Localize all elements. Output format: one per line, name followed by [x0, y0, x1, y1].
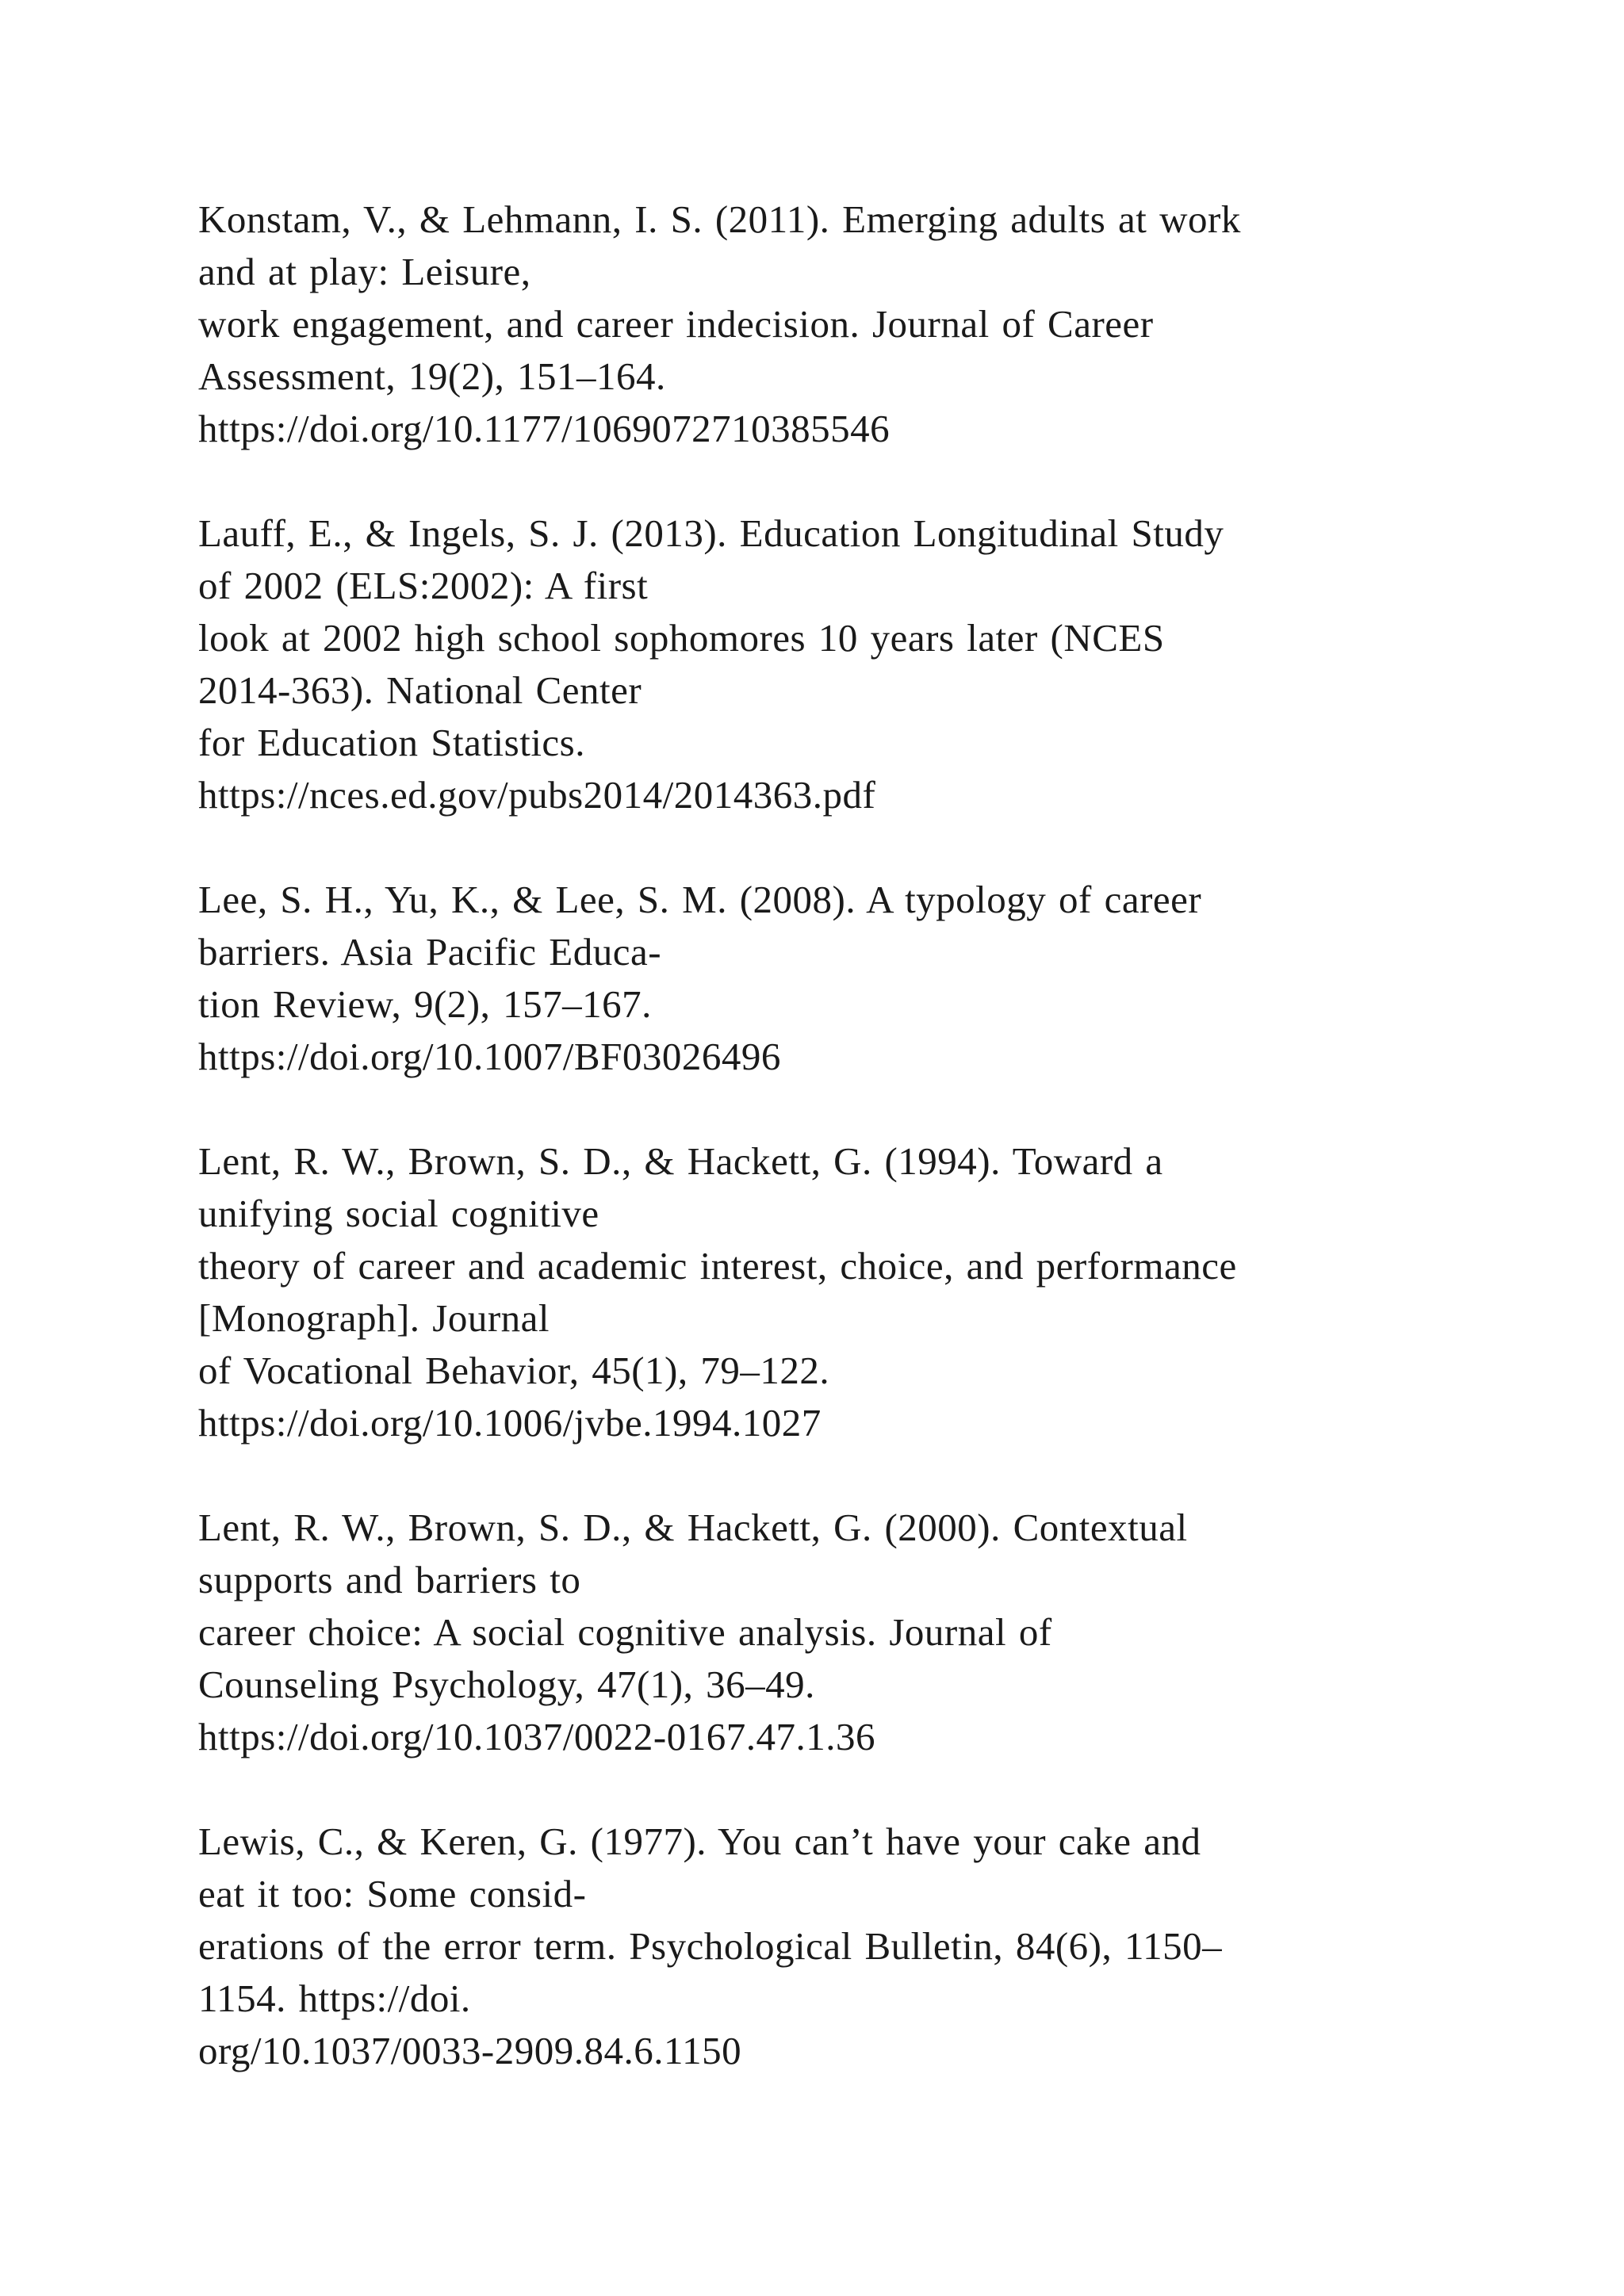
reference-line: career choice: A social cognitive analysis. Journal of	[198, 1610, 1052, 1654]
reference-line: barriers. Asia Pacific Educa-	[198, 930, 662, 974]
reference-line: 2014-363). National Center	[198, 668, 642, 712]
reference-line: 1154. https://doi.	[198, 1976, 471, 2020]
reference-line: Lent, R. W., Brown, S. D., & Hackett, G. (2000). Contextual	[198, 1506, 1188, 1549]
reference-line: and at play: Leisure,	[198, 250, 531, 293]
reference-line: Assessment, 19(2), 151–164.	[198, 354, 666, 398]
reference-line: erations of the error term. Psychological Bulletin, 84(6), 1150–	[198, 1924, 1223, 1968]
reference-line: [Monograph]. Journal	[198, 1296, 550, 1340]
reference-doi-link[interactable]: https://doi.org/10.1037/0022-0167.47.1.36	[198, 1715, 875, 1758]
reference-url-link[interactable]: https://nces.ed.gov/pubs2014/2014363.pdf	[198, 773, 876, 817]
reference-line: of 2002 (ELS:2002): A first	[198, 564, 649, 607]
reference-entry-lent-1994	[198, 1135, 1435, 1449]
reference-line: Lauff, E., & Ingels, S. J. (2013). Education Longitudinal Study	[198, 511, 1224, 555]
reference-line: work engagement, and career indecision. Journal of Career	[198, 302, 1154, 346]
reference-line: Lee, S. H., Yu, K., & Lee, S. M. (2008). A typology of career	[198, 878, 1202, 921]
reference-line: for Education Statistics.	[198, 721, 585, 764]
reference-line: eat it too: Some consid-	[198, 1872, 587, 1915]
reference-doi-link[interactable]: https://doi.org/10.1177/1069072710385546	[198, 407, 891, 450]
reference-line: supports and barriers to	[198, 1558, 581, 1601]
reference-entry-lauff-2013	[198, 507, 1435, 821]
reference-line: Lent, R. W., Brown, S. D., & Hackett, G. (1994). Toward a	[198, 1139, 1163, 1183]
reference-line: of Vocational Behavior, 45(1), 79–122.	[198, 1349, 830, 1392]
reference-entry-lewis-1977	[198, 1816, 1435, 2077]
reference-entry-lent-2000	[198, 1502, 1435, 1763]
reference-line: theory of career and academic interest, choice, and performance	[198, 1244, 1237, 1288]
reference-line: look at 2002 high school sophomores 10 years later (NCES	[198, 616, 1165, 660]
reference-line: unifying social cognitive	[198, 1192, 599, 1235]
reference-entry-lee-2008	[198, 874, 1435, 1083]
reference-list	[198, 193, 1435, 2130]
reference-line: Counseling Psychology, 47(1), 36–49.	[198, 1663, 815, 1706]
reference-line: Konstam, V., & Lehmann, I. S. (2011). Emerging adults at work	[198, 197, 1241, 241]
reference-line: tion Review, 9(2), 157–167.	[198, 982, 652, 1026]
reference-line: Lewis, C., & Keren, G. (1977). You can’t have your cake and	[198, 1820, 1201, 1863]
reference-doi-link[interactable]: org/10.1037/0033-2909.84.6.1150	[198, 2029, 742, 2072]
reference-entry-konstam-2011	[198, 193, 1435, 455]
reference-doi-link[interactable]: https://doi.org/10.1007/BF03026496	[198, 1035, 781, 1078]
reference-doi-link[interactable]: https://doi.org/10.1006/jvbe.1994.1027	[198, 1401, 822, 1445]
